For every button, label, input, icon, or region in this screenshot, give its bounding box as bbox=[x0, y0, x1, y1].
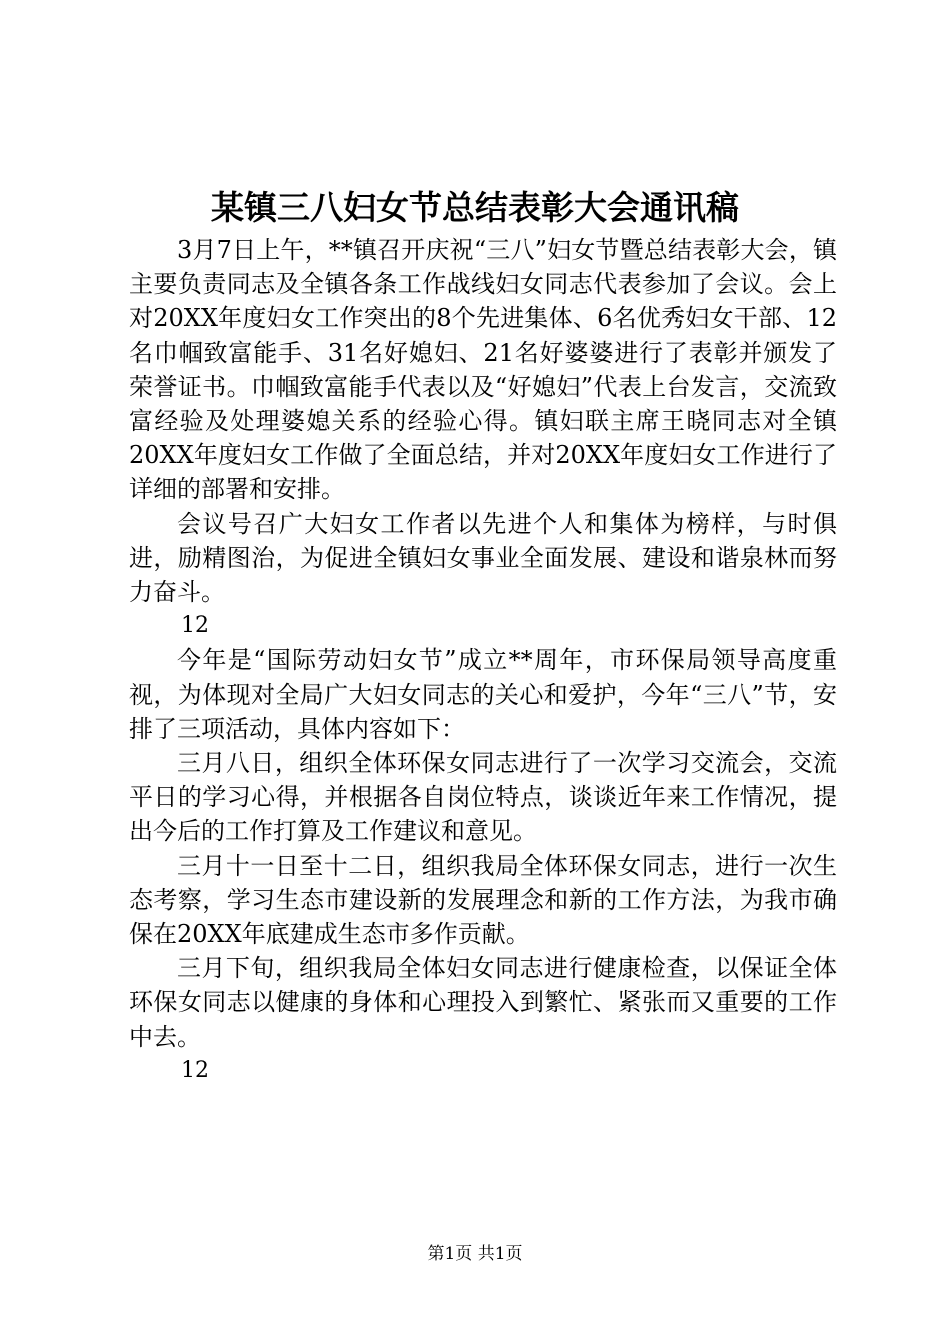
page-number-marker: 12 bbox=[181, 613, 209, 639]
document-title: 某镇三八妇女节总结表彰大会通讯稿 bbox=[211, 188, 739, 227]
document-body bbox=[129, 233, 837, 1088]
paragraph-meeting-call: 会议号召广大妇女工作者以先进个人和集体为榜样，与时俱进，励精图治，为促进全镇妇女事业全面发展、建设和谐泉林而努力奋斗。 bbox=[129, 509, 837, 607]
page-footer: 第1页 共1页 bbox=[427, 1244, 523, 1264]
paragraph-activity-two: 三月十一日至十二日，组织我局全体环保女同志，进行一次生态考察，学习生态市建设新的发展理念和新的工作方法，为我市确保在20XX年底建成生态市多作贡献。 bbox=[129, 851, 837, 949]
paragraph-meeting-summary: 3月7日上午，**镇召开庆祝“三八”妇女节暨总结表彰大会，镇主要负责同志及全镇各条工作战线妇女同志代表参加了会议。会上对20XX年度妇女工作突出的8个先进集体、6名优秀妇女干部、12名巾帼致富能手、31名好媳妇、21名好婆婆进行了表彰并颁发了荣誉证书。巾帼致富能手代表以及“好媳妇”代表上台发言，交流致富经验及处理婆媳关系的经验心得。镇妇联主席王晓同志对全镇20XX年度妇女工作做了全面总结，并对20XX年度妇女工作进行了详细的部署和安排。 bbox=[129, 236, 837, 504]
page-number-marker: 12 bbox=[181, 1057, 209, 1083]
paragraph-activity-one: 三月八日，组织全体环保女同志进行了一次学习交流会，交流平日的学习心得，并根据各自岗位特点，谈谈近年来工作情况，提出今后的工作打算及工作建议和意见。 bbox=[129, 749, 837, 846]
paragraph-activity-three: 三月下旬，组织我局全体妇女同志进行健康检查，以保证全体环保女同志以健康的身体和心理投入到繁忙、紧张而又重要的工作中去。 bbox=[129, 954, 837, 1051]
paragraph-activities-intro: 今年是“国际劳动妇女节”成立**周年，市环保局领导高度重视，为体现对全局广大妇女同志的关心和爱护，今年“三八”节，安排了三项活动，具体内容如下： bbox=[129, 646, 837, 743]
